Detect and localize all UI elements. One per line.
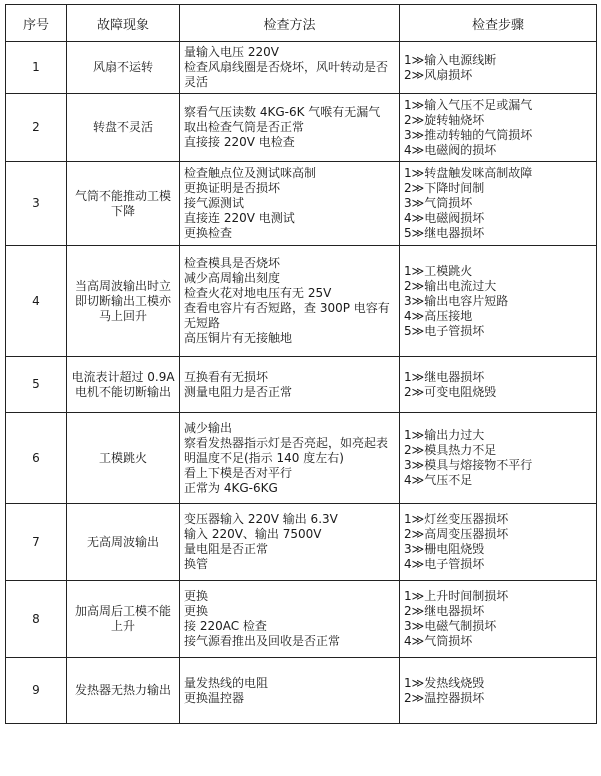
cell-symptom: 无高周波输出	[67, 504, 180, 581]
step-line: 2≫旋转轴烧坏	[404, 112, 485, 127]
step-line: 2≫下降时间制	[404, 181, 485, 195]
step-line: 1≫发热线烧毁	[404, 675, 485, 690]
method-line: 测量电阻力是否正常	[184, 384, 293, 399]
cell-steps	[400, 658, 597, 724]
method-line: 量发热线的电阻	[184, 675, 269, 690]
cell-seq: 6	[6, 413, 67, 504]
step-line: 2≫高周变压器损坏	[404, 527, 509, 541]
cell-steps	[400, 357, 597, 413]
method-line: 检查模具是否烧坏	[184, 256, 281, 270]
method-line: 高压铜片有无接触地	[184, 331, 293, 345]
step-line: 3≫推动转轴的气筒损坏	[404, 127, 533, 142]
method-line: 直接连 220V 电测试	[184, 211, 295, 225]
header-symptom: 故障现象	[67, 5, 180, 42]
method-line: 察看发热器指示灯是否亮起，如亮起表明温度不足(指示 140 度左右)	[184, 435, 389, 465]
method-line: 更换	[184, 604, 209, 618]
header-row	[6, 5, 597, 42]
step-line: 1≫继电器损坏	[404, 369, 485, 384]
table-row	[6, 357, 597, 413]
step-line: 2≫模具热力不足	[404, 443, 497, 457]
step-line: 1≫输入电源线断	[404, 52, 497, 67]
method-line: 更换温控器	[184, 690, 245, 705]
cell-seq: 9	[6, 658, 67, 724]
cell-symptom: 发热器无热力输出	[67, 658, 180, 724]
step-line: 3≫输出电容片短路	[404, 293, 509, 308]
fault-table-body	[6, 42, 597, 724]
cell-seq: 4	[6, 246, 67, 357]
step-line: 2≫风扇损坏	[404, 67, 473, 82]
cell-seq: 2	[6, 94, 67, 162]
method-line: 更换检查	[184, 226, 233, 240]
step-line: 2≫温控器损坏	[404, 690, 485, 705]
table-row	[6, 658, 597, 724]
step-line: 4≫电磁阀损坏	[404, 211, 485, 225]
cell-steps	[400, 504, 597, 581]
step-line: 1≫输出力过大	[404, 428, 485, 442]
step-line: 4≫高压接地	[404, 308, 473, 323]
step-line: 4≫气压不足	[404, 473, 473, 487]
cell-method	[180, 246, 400, 357]
step-line: 1≫转盘触发咪高制故障	[404, 166, 533, 180]
step-line: 2≫继电器损坏	[404, 604, 485, 618]
cell-seq: 1	[6, 42, 67, 94]
step-line: 1≫灯丝变压器损坏	[404, 512, 509, 526]
table-row	[6, 42, 597, 94]
cell-symptom: 加高周后工模不能上升	[67, 581, 180, 658]
cell-method	[180, 504, 400, 581]
method-line: 检查火花对地电压有无 25V	[184, 286, 332, 300]
method-line: 接气源测试	[184, 196, 245, 210]
cell-symptom: 转盘不灵活	[67, 94, 180, 162]
step-line: 3≫栅电阻烧毁	[404, 542, 485, 556]
cell-steps	[400, 94, 597, 162]
step-line: 2≫输出电流过大	[404, 278, 497, 293]
method-line: 互换看有无损坏	[184, 369, 269, 384]
method-line: 更换	[184, 589, 209, 603]
step-line: 4≫气筒损坏	[404, 634, 473, 648]
method-line: 检查触点位及测试咪高制	[184, 166, 317, 180]
method-line: 量输入电压 220V	[184, 45, 279, 59]
step-line: 1≫工模跳火	[404, 263, 473, 278]
method-line: 输入 220V、输出 7500V	[184, 527, 322, 541]
cell-symptom: 电流表计超过 0.9A 电机不能切断输出	[67, 357, 180, 413]
cell-seq: 7	[6, 504, 67, 581]
step-line: 3≫气筒损坏	[404, 196, 473, 210]
method-line: 检查风扇线圈是否烧坏，风叶转动是否灵活	[184, 60, 389, 89]
cell-symptom: 风扇不运转	[67, 42, 180, 94]
method-line: 看上下模是否对平行	[184, 465, 293, 480]
header-steps: 检查步骤	[400, 5, 597, 42]
table-row	[6, 504, 597, 581]
cell-steps	[400, 162, 597, 246]
table-row	[6, 162, 597, 246]
table-row	[6, 94, 597, 162]
method-line: 取出检查气筒是否正常	[184, 120, 305, 134]
header-method: 检查方法	[180, 5, 400, 42]
method-line: 正常为 4KG-6KG	[184, 480, 278, 495]
cell-seq: 5	[6, 357, 67, 413]
cell-method	[180, 413, 400, 504]
header-seq: 序号	[6, 5, 67, 42]
cell-symptom: 当高周波输出时立即切断输出工模亦马上回升	[67, 246, 180, 357]
cell-seq: 3	[6, 162, 67, 246]
cell-method	[180, 162, 400, 246]
cell-method	[180, 42, 400, 94]
method-line: 减少高周输出刻度	[184, 271, 281, 285]
table-row	[6, 413, 597, 504]
table-row	[6, 246, 597, 357]
method-line: 变压器输入 220V 输出 6.3V	[184, 512, 338, 526]
cell-symptom: 工模跳火	[67, 413, 180, 504]
method-line: 查看电容片有否短路，查 300P 电容有无短路	[184, 301, 390, 330]
step-line: 5≫电子管损坏	[404, 323, 485, 338]
method-line: 察看气压读数 4KG-6K 气喉有无漏气	[184, 105, 381, 119]
cell-steps	[400, 42, 597, 94]
cell-symptom: 气筒不能推动工模下降	[67, 162, 180, 246]
cell-method	[180, 581, 400, 658]
method-line: 换管	[184, 557, 209, 571]
method-line: 量电阻是否正常	[184, 542, 269, 556]
method-line: 接 220AC 检查	[184, 619, 267, 633]
fault-table	[5, 4, 597, 724]
cell-steps	[400, 581, 597, 658]
method-line: 更换证明是否损坏	[184, 181, 281, 195]
cell-method	[180, 94, 400, 162]
table-row	[6, 581, 597, 658]
cell-steps	[400, 246, 597, 357]
step-line: 4≫电子管损坏	[404, 557, 485, 571]
step-line: 3≫电磁气制损坏	[404, 619, 497, 633]
step-line: 5≫继电器损坏	[404, 226, 485, 240]
step-line: 2≫可变电阻烧毁	[404, 384, 497, 399]
method-line: 减少输出	[184, 420, 233, 435]
method-line: 直接接 220V 电检查	[184, 135, 295, 149]
step-line: 4≫电磁阀的损坏	[404, 142, 497, 157]
cell-steps	[400, 413, 597, 504]
cell-seq: 8	[6, 581, 67, 658]
step-line: 1≫输入气压不足或漏气	[404, 97, 533, 112]
step-line: 3≫模具与熔接物不平行	[404, 458, 533, 472]
cell-method	[180, 357, 400, 413]
step-line: 1≫上升时间制损坏	[404, 589, 509, 603]
cell-method	[180, 658, 400, 724]
method-line: 接气源看推出及回收是否正常	[184, 634, 341, 648]
